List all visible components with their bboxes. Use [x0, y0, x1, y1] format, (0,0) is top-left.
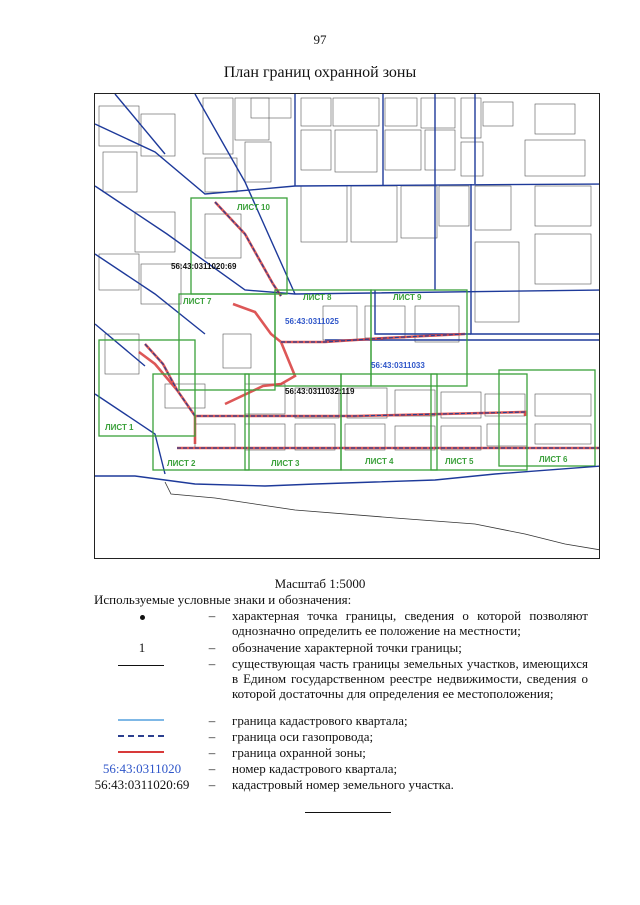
- legend-row: [94, 713, 594, 729]
- sheet-frame-6: [499, 370, 595, 466]
- map-scale: Масштаб 1:5000: [274, 576, 366, 591]
- page-number: 97: [313, 32, 327, 47]
- sheet-label-3: ЛИСТ 3: [271, 459, 300, 468]
- legend-text: граница оси газопровода;: [232, 729, 374, 744]
- legend-header: Используемые условные знаки и обозначения:: [94, 592, 352, 607]
- footer-rule: [305, 812, 391, 813]
- legend-dash: –: [208, 656, 216, 671]
- sheet-frame-4: [341, 374, 437, 470]
- page-title: План границ охранной зоны: [223, 64, 417, 81]
- legend-text: граница кадастрового квартала;: [232, 713, 408, 728]
- legend-row: [94, 608, 594, 640]
- sheet-label-2: ЛИСТ 2: [167, 459, 196, 468]
- sheet-frame-1: [99, 340, 195, 436]
- sheet-frame-5: [431, 374, 527, 470]
- sheet-label-4: ЛИСТ 4: [365, 457, 394, 466]
- map-canvas: [95, 94, 600, 559]
- legend-text: характерная точка границы, сведения о которой позволяют однозначно определить ее положение на местности;: [232, 608, 588, 638]
- sheet-label-1: ЛИСТ 1: [105, 423, 134, 432]
- legend-dash: –: [208, 745, 216, 760]
- cadastral-map: [94, 93, 600, 559]
- legend-row: [94, 745, 594, 761]
- sheet-label-8: ЛИСТ 8: [303, 293, 332, 302]
- legend-dash: –: [208, 761, 216, 776]
- parcel-grid: [99, 98, 591, 450]
- sheet-label-7: ЛИСТ 7: [183, 297, 212, 306]
- parcel-label-119: 56:43:0311032:119: [285, 387, 355, 396]
- outer-boundary: [165, 482, 600, 550]
- legend-row: [94, 729, 594, 745]
- parcel-label-69: 56:43:0311020:69: [171, 262, 237, 271]
- sheet-frame-10: [191, 198, 287, 294]
- legend-row: [94, 777, 594, 793]
- legend-text: существующая часть границы земельных участков, имеющихся в Едином государственном реестре недвижимости, сведения о которой достаточны для определения ее местоположения;: [232, 656, 588, 701]
- road-boundary: [95, 466, 600, 486]
- sheet-frame-2: [153, 374, 249, 470]
- legend-dash: –: [208, 640, 216, 655]
- protection-zone: [139, 202, 600, 448]
- legend-text: номер кадастрового квартала;: [232, 761, 398, 776]
- quarter-label-0311025: 56:43:0311025: [285, 317, 339, 326]
- legend-text: граница охранной зоны;: [232, 745, 366, 760]
- legend-symbol-text: 56:43:0311020: [102, 761, 182, 776]
- legend-text: обозначение характерной точки границы;: [232, 640, 462, 655]
- legend-row: [94, 761, 594, 777]
- legend-dash: –: [208, 608, 216, 623]
- gas-axis: [145, 202, 600, 448]
- sheet-label-5: ЛИСТ 5: [445, 457, 474, 466]
- sheet-label-10: ЛИСТ 10: [237, 203, 270, 212]
- sheet-label-9: ЛИСТ 9: [393, 293, 422, 302]
- legend-dash: –: [208, 729, 216, 744]
- legend-text: кадастровый номер земельного участка.: [232, 777, 454, 792]
- legend-row: [94, 656, 594, 716]
- legend-row: [94, 640, 594, 656]
- legend-symbol-text: 56:43:0311020:69: [94, 777, 190, 792]
- legend-symbol-text: 1: [138, 640, 146, 655]
- point-dot-icon: [94, 608, 190, 623]
- legend-dash: –: [208, 777, 216, 792]
- sheet-label-6: ЛИСТ 6: [539, 455, 568, 464]
- legend-dash: –: [208, 713, 216, 728]
- quarter-label-0311033: 56:43:0311033: [371, 361, 425, 370]
- sheet-frame-7: [179, 294, 275, 390]
